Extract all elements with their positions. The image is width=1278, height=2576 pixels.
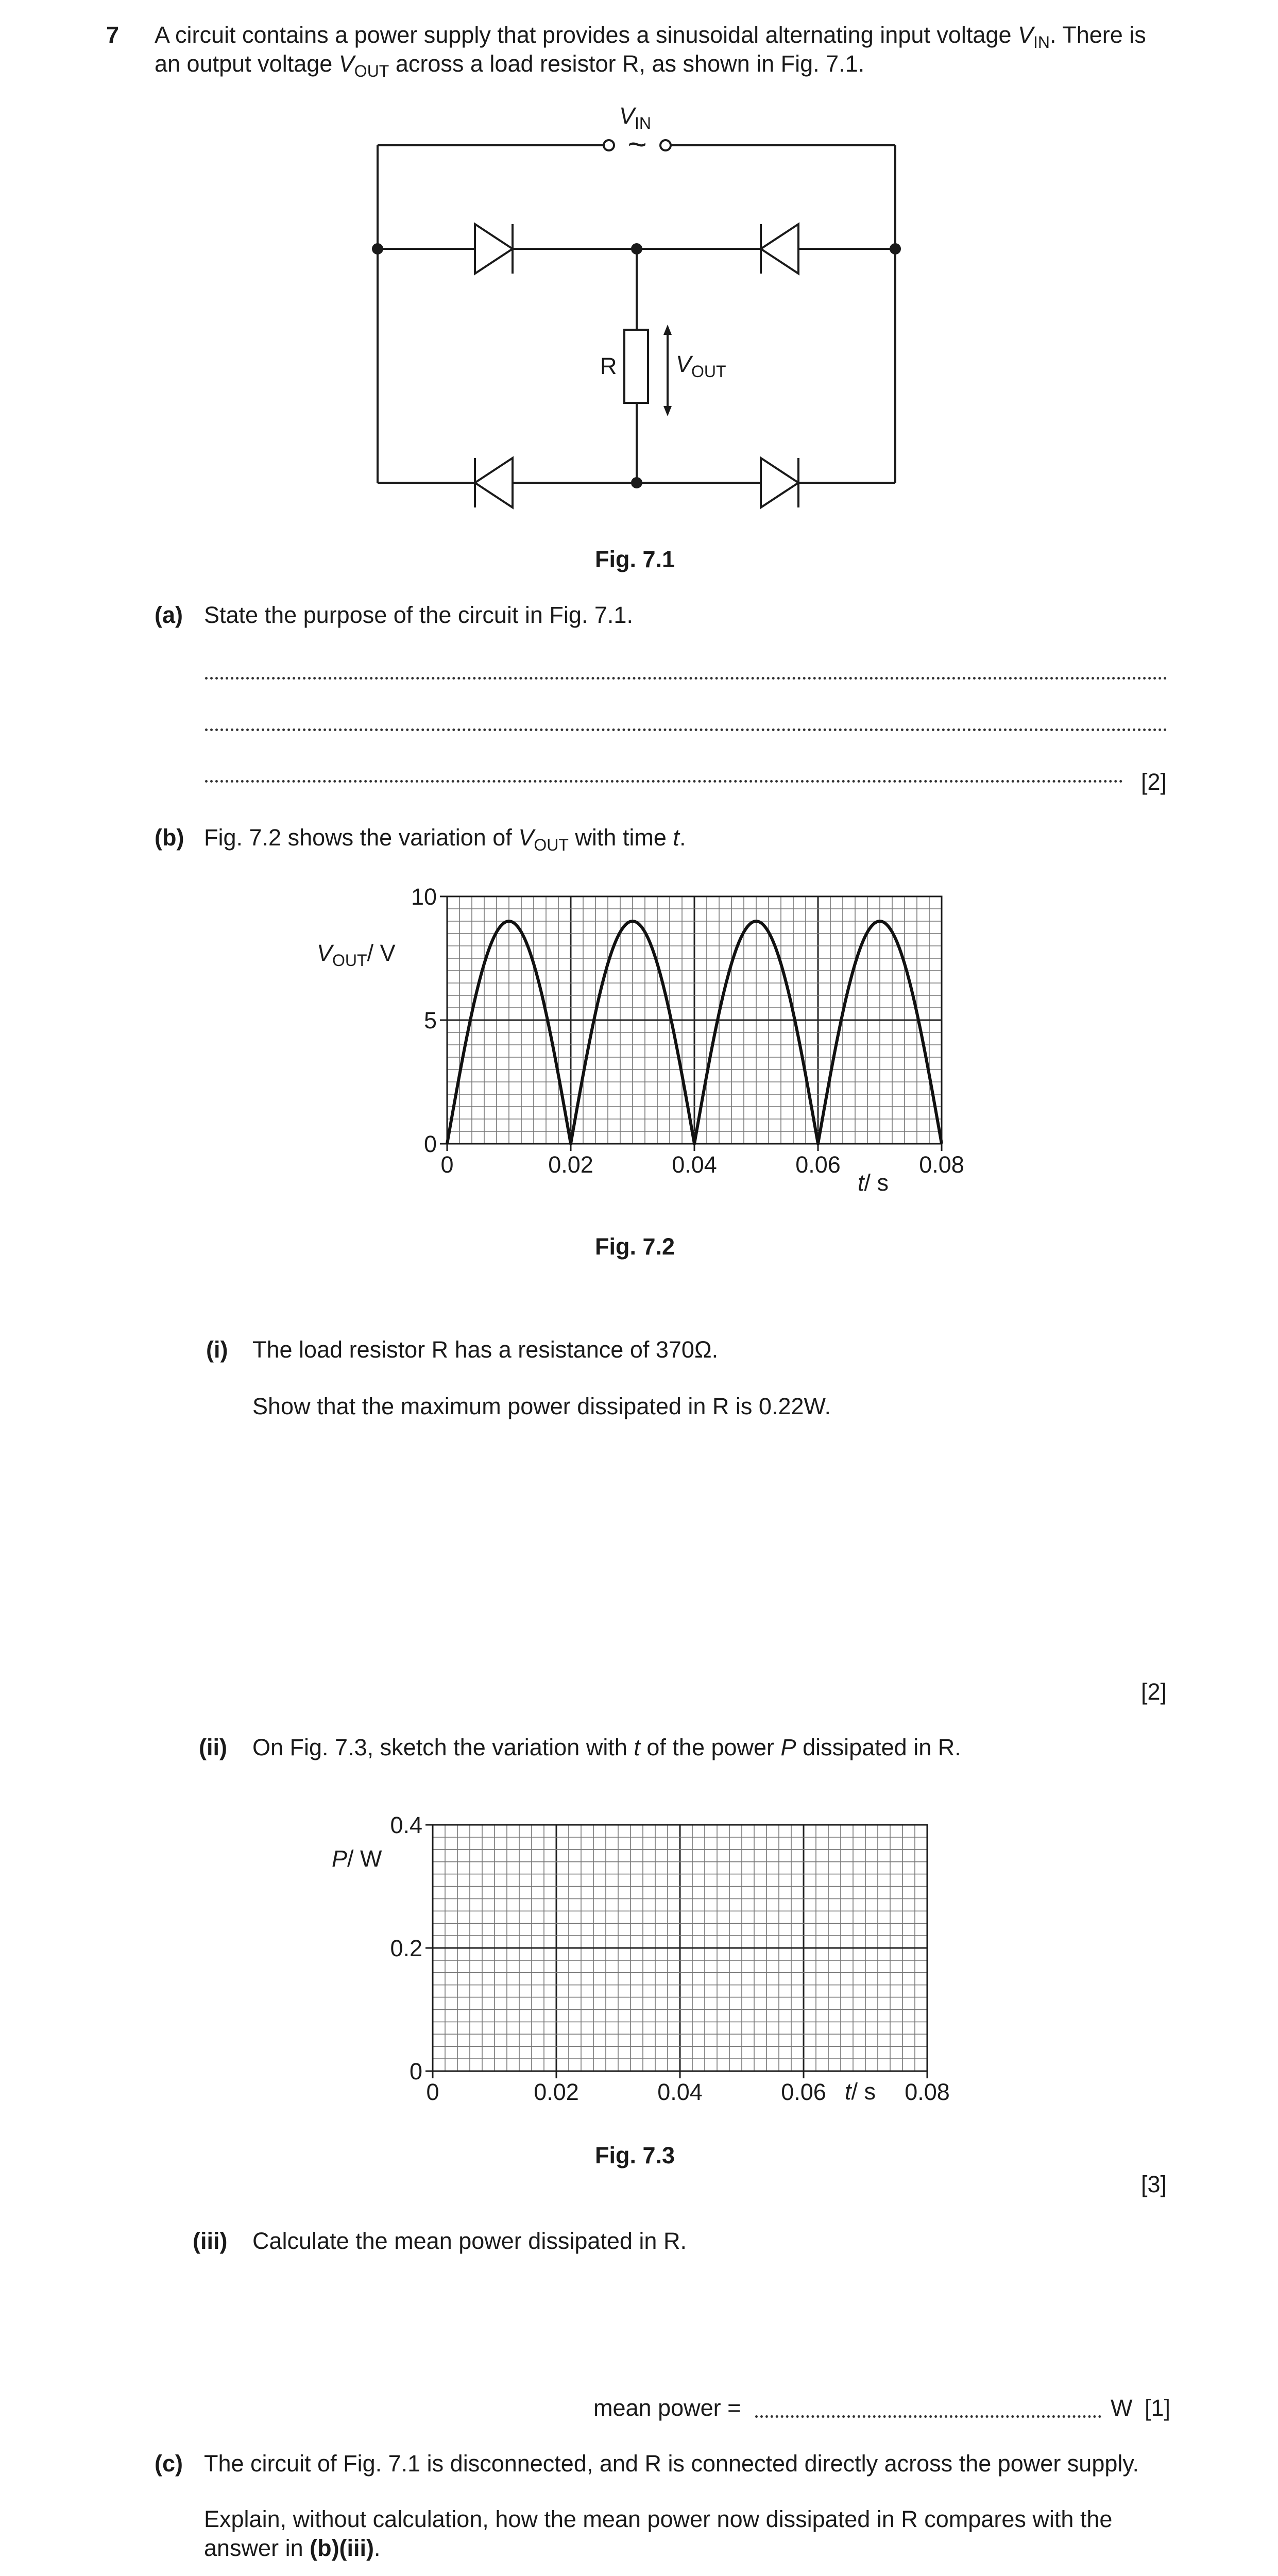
chart1-y-tick-label: 0	[423, 1131, 437, 1157]
chart1-x-tick-label: 0.08	[919, 1151, 964, 1178]
chart1-x-tick-label: 0.04	[672, 1151, 717, 1178]
chart1-x-tick-label: 0.02	[548, 1151, 593, 1178]
junction-dot	[372, 243, 383, 255]
question-number: 7	[106, 22, 120, 48]
part-b-iii-question: Calculate the mean power dissipated in R.	[252, 2228, 687, 2254]
chart1-ylabel: $V_{OUT}/$ V	[317, 940, 396, 970]
chart2-xlabel: t/ s	[845, 2078, 876, 2105]
part-b-i-line-1: The load resistor R has a resistance of 370Ω.	[252, 1336, 719, 1363]
part-c-label: (c)	[155, 2450, 183, 2477]
answer-line-a3[interactable]	[205, 780, 1123, 783]
answer-line-a2[interactable]	[205, 728, 1167, 731]
part-c-line-3: answer in (b)(iii).	[204, 2535, 381, 2561]
part-b-i-marks: [2]	[1141, 1679, 1167, 1705]
part-b-ii-marks: [3]	[1141, 2171, 1167, 2197]
part-a-question: State the purpose of the circuit in Fig. 7.1.	[204, 602, 633, 628]
chart1-x-tick-label: 0	[440, 1151, 454, 1178]
answer-line-a1[interactable]	[205, 677, 1167, 680]
vin-label: $V_{IN}$	[619, 103, 652, 132]
diode-top-left	[475, 224, 513, 274]
chart2-x-tick-label: 0	[426, 2079, 439, 2105]
vout-arrow	[663, 325, 672, 416]
part-a-label: (a)	[155, 602, 183, 628]
part-c-line-2: Explain, without calculation, how the mean power now dissipated in R compares with the	[204, 2506, 1113, 2532]
chart2-x-tick-label: 0.02	[534, 2079, 579, 2105]
chart2-y-tick-label: 0.4	[390, 1812, 422, 1838]
chart1-y-tick-label: 5	[423, 1007, 437, 1033]
part-b-iii-label: (iii)	[193, 2228, 228, 2254]
source-terminal	[660, 140, 671, 150]
intro-line-2: an output voltage $V_{OUT}$ across a load resistor R, as shown in Fig. 7.1.	[155, 50, 865, 80]
chart1-x-tick-label: 0.06	[795, 1151, 841, 1178]
part-b-ii-label: (ii)	[199, 1734, 227, 1760]
chart1-y-tick-label: 10	[411, 884, 437, 910]
resistor-label: R	[600, 353, 617, 379]
chart2-ylabel: P/ W	[332, 1845, 382, 1872]
part-b-ii-question: On Fig. 7.3, sketch the variation with t of the power P dissipated in R.	[252, 1734, 961, 1760]
chart2-y-tick-label: 0	[409, 2058, 422, 2084]
junction-dot	[631, 243, 642, 255]
chart2-y-tick-label: 0.2	[390, 1935, 422, 1961]
mean-power-unit: W	[1111, 2395, 1133, 2421]
diode-bottom-left	[475, 458, 513, 507]
chart2-x-tick-label: 0.08	[905, 2079, 950, 2105]
junction-dot	[631, 477, 642, 488]
chart1-xlabel: t/ s	[858, 1170, 889, 1196]
part-c-line-1: The circuit of Fig. 7.1 is disconnected, and R is connected directly across the power supply.	[204, 2450, 1139, 2477]
chart2-grid	[433, 1825, 927, 2071]
power-time-graph[interactable]	[0, 1783, 1278, 2143]
chart2-x-tick-label: 0.06	[781, 2079, 826, 2105]
vout-time-graph	[0, 876, 1278, 1247]
mean-power-prefix: mean power =	[593, 2395, 741, 2421]
part-b-question: Fig. 7.2 shows the variation of $V_{OUT}$ with time t.	[204, 824, 686, 854]
junction-dot	[890, 243, 901, 255]
mean-power-answer-line[interactable]	[755, 2415, 1101, 2418]
part-b-i-line-2: Show that the maximum power dissipated in R is 0.22W.	[252, 1393, 831, 1419]
part-a-marks: [2]	[1141, 769, 1167, 795]
chart2-x-tick-label: 0.04	[657, 2079, 703, 2105]
resistor-symbol	[624, 330, 648, 403]
vout-label: $V_{OUT}$	[676, 351, 726, 381]
source-terminal	[604, 140, 614, 150]
intro-line-1: A circuit contains a power supply that provides a sinusoidal alternating input voltage $V_{IN}$. There is	[155, 22, 1146, 52]
diode-top-right	[761, 224, 798, 274]
fig-7-2-caption: Fig. 7.2	[595, 1233, 675, 1260]
diode-bottom-right	[761, 458, 798, 507]
fig-7-3-caption: Fig. 7.3	[595, 2142, 675, 2168]
source-symbol: ~	[627, 126, 647, 163]
part-b-iii-marks: [1]	[1145, 2395, 1171, 2421]
part-b-i-label: (i)	[206, 1336, 228, 1363]
fig-7-1-caption: Fig. 7.1	[595, 546, 675, 572]
part-b-label: (b)	[155, 824, 184, 851]
